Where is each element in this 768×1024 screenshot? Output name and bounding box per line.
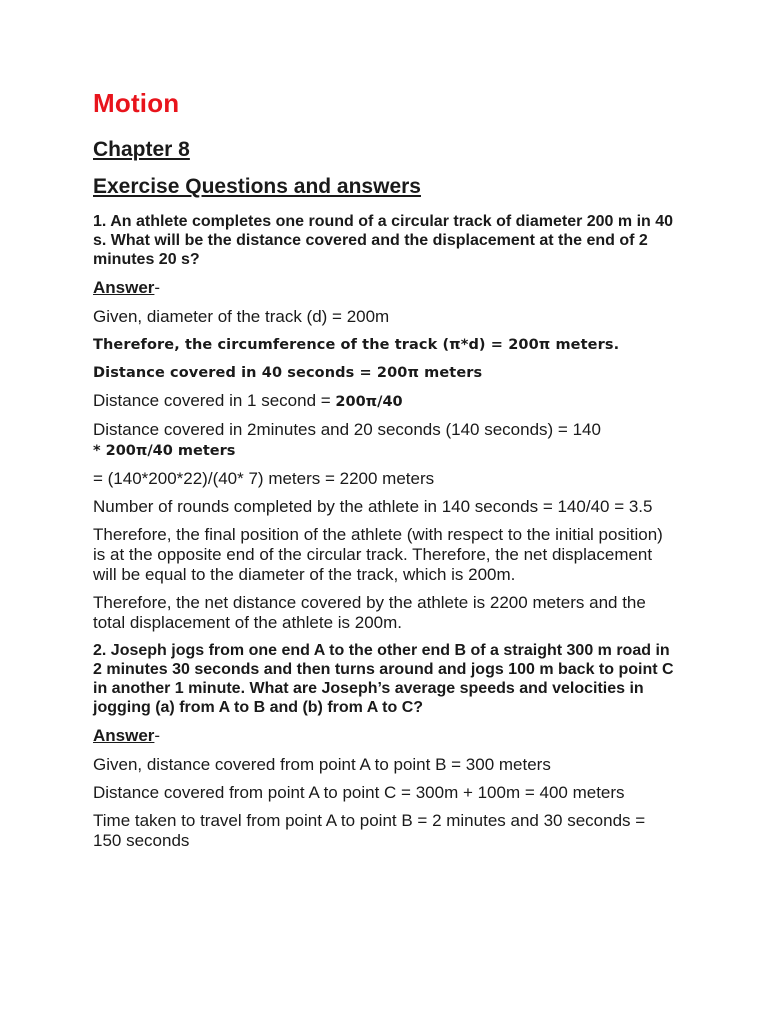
q1-distance-140-value: * 200π/40 meters xyxy=(93,443,236,459)
q1-calc: = (140*200*22)/(40* 7) meters = 2200 meters xyxy=(93,469,435,488)
q1-conclusion: Therefore, the net distance covered by the athlete is 2200 meters and the total displacement of the athlete is 200m. xyxy=(93,593,646,632)
q1-distance-1-value: 200π/40 xyxy=(335,394,403,410)
q1-distance-1 xyxy=(93,391,675,412)
answer-label-dash: - xyxy=(154,726,161,745)
q2-time-ab: Time taken to travel from point A to point B = 2 minutes and 30 seconds = 150 seconds xyxy=(93,811,646,850)
answer-label-text: Answer xyxy=(93,278,155,297)
section-heading: Exercise Questions and answers xyxy=(93,175,421,198)
answer-label-2 xyxy=(93,725,675,747)
question-2: 2. Joseph jogs from one end A to the other end B of a straight 300 m road in 2 minutes 30 seconds and then turns around and jogs 100 m back to point C in another 1 minute. What are Joseph’s average speeds and velocities in jogging (a) from A to B and (b) from A to C? xyxy=(93,642,674,716)
q1-rounds: Number of rounds completed by the athlete in 140 seconds = 140/40 = 3.5 xyxy=(93,497,653,516)
q2-given: Given, distance covered from point A to point B = 300 meters xyxy=(93,755,551,774)
answer-label-1 xyxy=(93,277,675,299)
q1-circumference: Therefore, the circumference of the track (π*d) = 200π meters. xyxy=(93,337,620,353)
question-1: 1. An athlete completes one round of a circular track of diameter 200 m in 40 s. What will be the distance covered and the displacement at the end of 2 minutes 20 s? xyxy=(93,213,674,268)
answer-label-dash: - xyxy=(154,278,161,297)
chapter-heading: Chapter 8 xyxy=(93,138,190,161)
q2-distance-ac: Distance covered from point A to point C = 300m + 100m = 400 meters xyxy=(93,783,625,802)
answer-label-text: Answer xyxy=(93,726,155,745)
q1-distance-140 xyxy=(93,420,675,461)
q1-distance-140-text: Distance covered in 2minutes and 20 seconds (140 seconds) = 140 xyxy=(93,420,601,439)
q1-distance-40: Distance covered in 40 seconds = 200π meters xyxy=(93,365,483,381)
q1-final-position: Therefore, the final position of the athlete (with respect to the initial position) is at the opposite end of the circular track. Therefore, the net displacement will be equal to the diameter of the track, which is 200m. xyxy=(93,525,663,584)
q1-distance-1-text: Distance covered in 1 second = xyxy=(93,391,336,410)
q1-given: Given, diameter of the track (d) = 200m xyxy=(93,307,390,326)
document-title: Motion xyxy=(93,88,180,118)
